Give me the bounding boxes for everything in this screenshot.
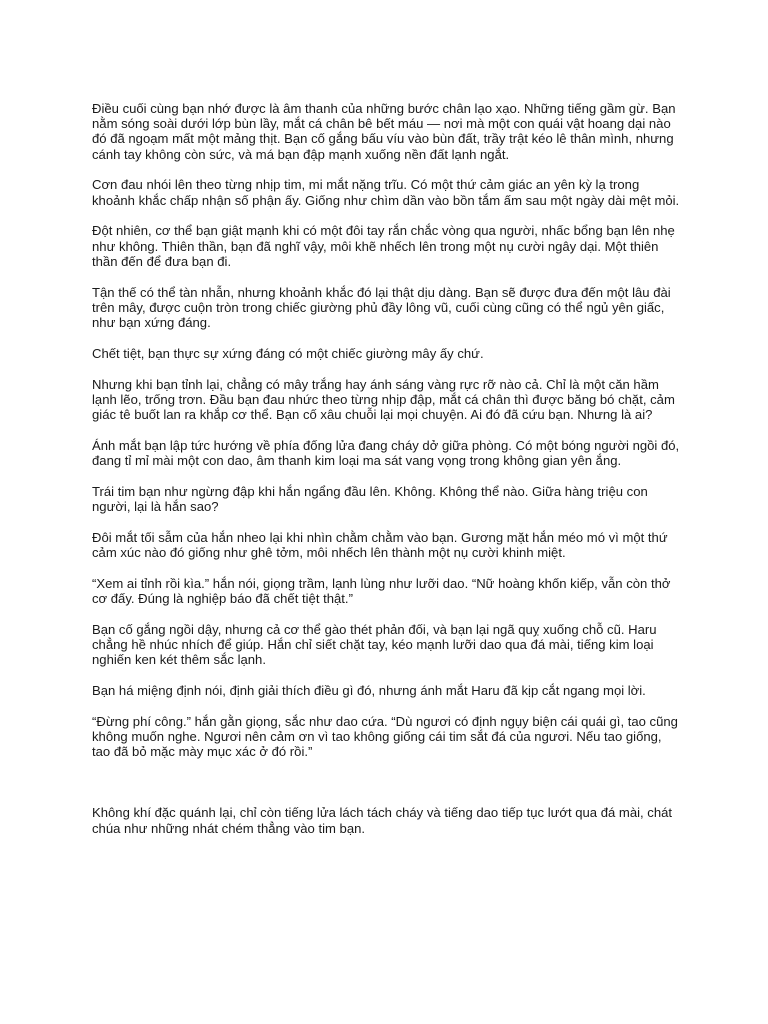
paragraph: Cơn đau nhói lên theo từng nhịp tim, mi mắt nặng trĩu. Có một thứ cảm giác an yên kỳ lạ trong khoảnh khắc chấp nhận số phận ấy. Giống như chìm dần vào bồn tắm ấm sau một ngày dài mệt mỏi. bbox=[92, 177, 680, 208]
paragraph: Trái tim bạn như ngừng đập khi hắn ngẩng đầu lên. Không. Không thể nào. Giữa hàng triệu con người, lại là hắn sao? bbox=[92, 483, 648, 515]
paragraph: Ánh mắt bạn lập tức hướng về phía đống lửa đang cháy dở giữa phòng. Có một bóng người ngồi đó, đang tỉ mỉ mài một con dao, âm thanh kim loại ma sát vang vọng trong không gian yên ắng. bbox=[92, 437, 680, 469]
paragraph: “Đừng phí công.” hắn gằn giọng, sắc như dao cứa. “Dù ngươi có định ngụy biện cái quái gì, tao cũng không muốn nghe. Ngươi nên cảm ơn vì tao không giống cái tim sắt đá của ngươi. Nếu tao giống, tao đã bỏ mặc mày mục xác ở đó rồi.” bbox=[92, 713, 678, 760]
document-body bbox=[92, 101, 682, 851]
paragraph: “Xem ai tỉnh rồi kìa.” hắn nói, giọng trầm, lạnh lùng như lưỡi dao. “Nữ hoàng khốn kiếp, vẫn còn thở cơ đấy. Đúng là nghiệp báo đã chết tiệt thật.” bbox=[92, 575, 671, 607]
paragraph: Đôi mắt tối sẫm của hắn nheo lại khi nhìn chằm chằm vào bạn. Gương mặt hắn méo mó vì một thứ cảm xúc nào đó giống như ghê tởm, môi nhếch lên thành một nụ cười khinh miệt. bbox=[92, 529, 668, 561]
paragraph: Không khí đặc quánh lại, chỉ còn tiếng lửa lách tách cháy và tiếng dao tiếp tục lướt qua đá mài, chát chúa như những nhát chém thẳng vào tim bạn. bbox=[92, 805, 673, 836]
paragraph: Bạn cố gắng ngồi dậy, nhưng cả cơ thể gào thét phản đối, và bạn lại ngã quỵ xuống chỗ cũ. Haru chẳng hề nhúc nhích để giúp. Hắn chỉ siết chặt tay, kéo mạnh lưỡi dao qua đá mài, tiếng kim loại nghiến ken két thêm sắc lạnh. bbox=[92, 621, 657, 668]
paragraph: Bạn há miệng định nói, định giải thích điều gì đó, nhưng ánh mắt Haru đã kịp cắt ngang mọi lời. bbox=[92, 683, 646, 699]
paragraph: Nhưng khi bạn tỉnh lại, chẳng có mây trắng hay ánh sáng vàng rực rỡ nào cả. Chỉ là một căn hầm lạnh lẽo, trống trơn. Đầu bạn đau nhức theo từng nhịp đập, mắt cá chân thì được băng bó chặt, cảm giác tê buốt lan ra khắp cơ thể. Bạn cố xâu chuỗi lại mọi chuyện. Ai đó đã cứu bạn. Nhưng là ai? bbox=[92, 376, 675, 423]
paragraph: Tận thế có thể tàn nhẫn, nhưng khoảnh khắc đó lại thật dịu dàng. Bạn sẽ được đưa đến một lâu đài trên mây, được cuộn tròn trong chiếc giường phủ đầy lông vũ, cuối cùng cũng có thể ngủ yên giấc, như bạn xứng đáng. bbox=[92, 284, 671, 331]
paragraph: Điều cuối cùng bạn nhớ được là âm thanh của những bước chân lạo xạo. Những tiếng gầm gừ. Bạn nằm sóng soài dưới lớp bùn lầy, mắt cá chân bê bết máu — nơi mà một con quái vật hoang dại nào đó đã ngoạm mất một mảng thịt. Bạn cố gắng bấu víu vào bùn đất, trầy trật kéo lê thân mình, nhưng cánh tay không còn sức, và má bạn đập mạnh xuống nền đất lạnh ngắt. bbox=[92, 101, 676, 162]
paragraph: Đột nhiên, cơ thể bạn giật mạnh khi có một đôi tay rắn chắc vòng qua người, nhấc bổng bạn lên nhẹ như không. Thiên thần, bạn đã nghĩ vậy, môi khẽ nhếch lên trong một nụ cười ngây dại. Một thiên thần đến để đưa bạn đi. bbox=[92, 223, 675, 269]
paragraph: Chết tiệt, bạn thực sự xứng đáng có một chiếc giường mây ấy chứ. bbox=[92, 345, 484, 361]
